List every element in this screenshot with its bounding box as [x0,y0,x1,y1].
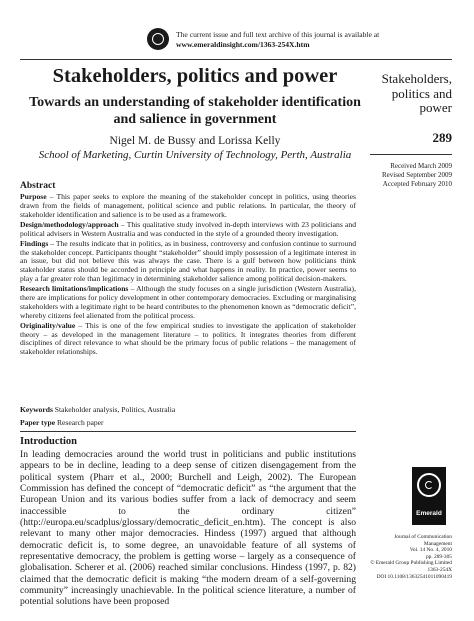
journal-doi: DOI 10.1108/13632541011090419 [376,573,452,580]
introduction-heading: Introduction [20,436,77,447]
abstract-limitations [20,285,356,320]
journal-name-line: Management [423,540,452,547]
banner-line: The current issue and full text archive of this journal is available at [176,30,380,39]
abstract-text: – This qualitative study involved in-depth interviews with 23 politicians and political advisers in Western Australia and was conducted in the style of a grounded theory investigation. [20,219,356,238]
abstract-label: Originality/value [20,320,76,330]
authors: Nigel M. de Bussy and Lorissa Kelly [109,135,281,147]
paper-title: Stakeholders, politics and power [52,65,338,87]
header-divider [20,59,452,60]
page-number: 289 [432,130,452,145]
revised-date: Revised September 2009 [382,171,452,179]
abstract-label: Design/methodology/approach [20,219,119,229]
paper-subtitle: Towards an understanding of stakeholder identification and salience in government [29,95,361,127]
paper-type [20,418,356,427]
introduction-body [20,449,356,608]
abstract-heading: Abstract [20,181,56,191]
journal-issn: 1363-254X [427,566,452,573]
abstract-design [20,221,356,239]
abstract-text: – This paper seeks to explore the meaning of the stakeholder concept in politics, using theories drawn from the fields of management, political science and public relations. In particular, the theory of stakeholder identification and salience is to be used as a framework. [20,192,356,219]
abstract-label: Purpose [20,192,47,201]
accepted-date: Accepted February 2010 [382,180,452,188]
abstract-body [20,193,356,358]
abstract-originality [20,322,356,357]
banner-text [176,30,379,50]
journal-pages: pp. 289-305 [425,553,452,560]
abstract-text: – This is one of the few empirical studies to investigate the application of stakeholder theory – as developed in the management literature – to politics. It integrates theories from different disciplines of direct relevance to what should be the primary focus of public relations – the management of stakeholder relationships. [20,320,356,357]
abstract-text: – Although the study focuses on a single jurisdiction (Western Australia), there are implications for policy development in other contemporary democracies. Excluding or marginalising stakeholders with a legitimate right to be heard contributes to the phenomenon known as “democratic deficit”, whereby citizens feel alienated from the political process. [20,284,356,320]
emerald-logo [412,467,446,525]
keywords-label: Keywords [20,405,53,414]
keywords [20,405,356,414]
journal-banner [147,28,447,56]
paper-type-label: Paper type [20,418,56,427]
abstract-label: Findings [20,238,49,248]
journal-url-link[interactable]: www.emeraldinsight.com/1363-254X.htm [176,40,310,49]
article-dates [360,162,452,189]
right-column-divider [370,154,452,155]
journal-copyright: © Emerald Group Publishing Limited [370,560,452,567]
emerald-insight-logo-icon [147,28,169,50]
paper-type-text: Research paper [55,418,104,427]
abstract-label: Research limitations/implications [20,284,129,294]
abstract-divider [20,431,356,432]
journal-name-line: Journal of Communication [394,534,452,540]
running-title: Stakeholders, politics and power [381,71,452,115]
introduction-paragraph: In leading democracies around the world trust in politicians and public institutions appears to be in decline, leading to a deep sense of citizen disengagement from the political system (Pharr et al., 2000; Burchell and Leigh, 2002). The European Commission has defined the concept of “democratic deficit” as “the argument that the European Union and its various bodies suffer from a lack of democracy and seem inaccessible to the ordinary citizen” (http://europa.eu/scadplus/glossary/democratic_deficit_en.htm). The concept is also relevant to many other major democracies. Hindess (1997) argued that although democratic deficit is, to some degree, an unavoidable feature of all systems of representative democracy, the problem is getting worse – largely as a consequence of globalisation. Scherer et al. (2006) reached similar conclusions. Hindess (1997, p. 82) claimed that the democratic deficit is making “the modern dream of a self-governing community” increasingly unachievable. In the political science literature, a number of potential solutions have been proposed [20,449,356,608]
keywords-text: Stakeholder analysis, Politics, Australia [52,405,176,414]
abstract-purpose [20,193,356,219]
emerald-logo-icon [417,473,441,497]
journal-info [360,534,452,580]
emerald-logo-text: Emerald [416,510,442,517]
abstract-findings [20,240,356,284]
journal-volume: Vol. 14 No. 4, 2010 [409,547,452,554]
affiliation: School of Marketing, Curtin University of Technology, Perth, Australia [38,149,352,161]
abstract-text: – The results indicate that in politics, as in business, controversy and confusion continue to surround the stakeholder concept. Participants thought “stakeholder” should imply possession of a legitimate interest in an issue, but did not believe this was always the case. There is a gulf between how politicians think stakeholder status should be accorded in principle and what happens in reality. In practice, power seems to play a far greater role than legitimacy in determining stakeholder salience among political decision-makers. [20,238,356,283]
received-date: Received March 2009 [390,162,452,170]
